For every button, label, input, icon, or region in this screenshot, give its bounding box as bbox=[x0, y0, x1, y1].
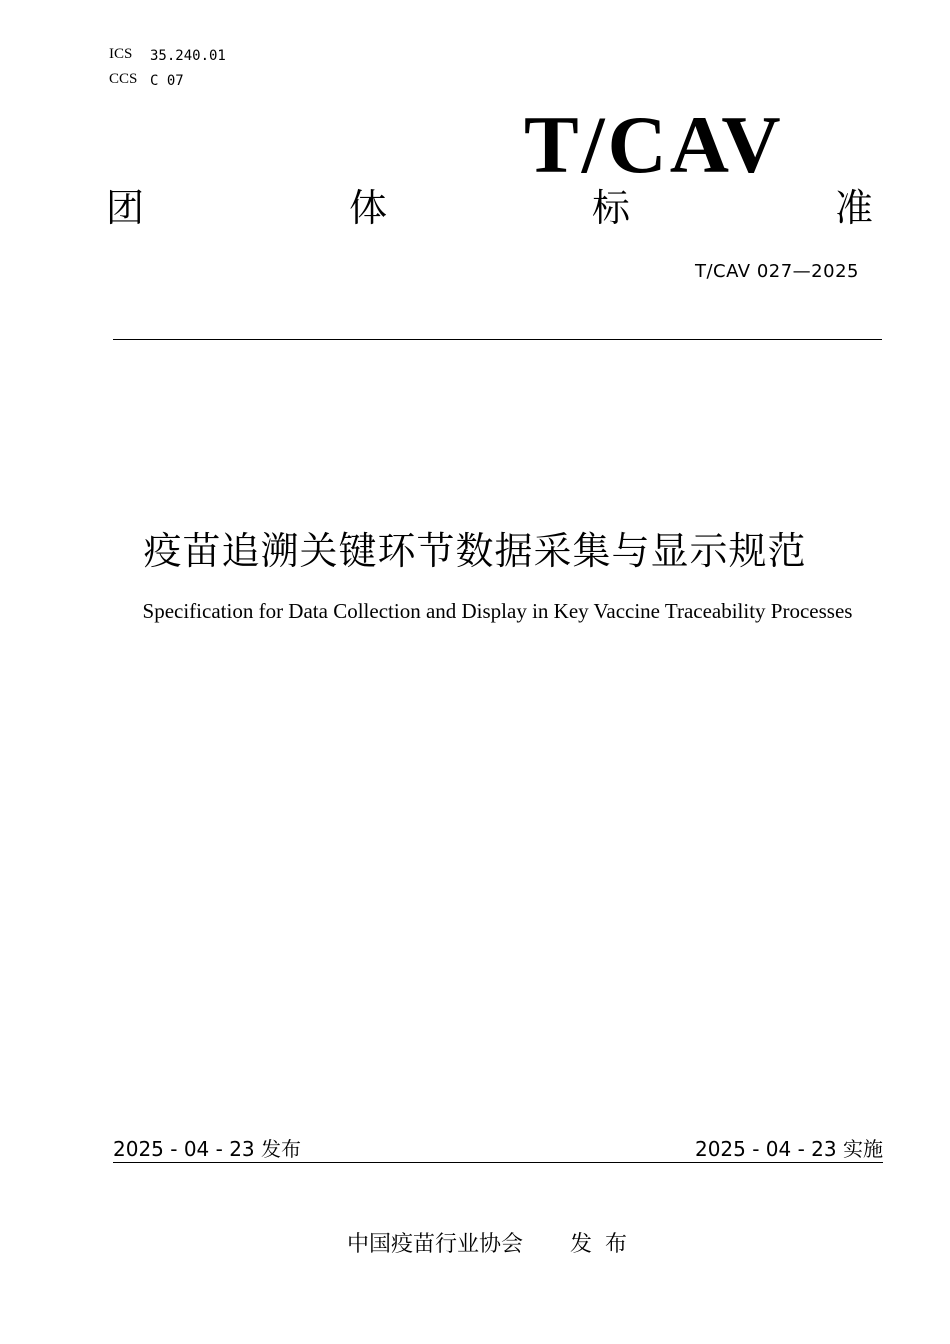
standard-type-char-3: 标 bbox=[592, 186, 631, 230]
footer-divider bbox=[113, 1162, 883, 1163]
standard-number: T/CAV 027—2025 bbox=[695, 261, 859, 282]
publish-date: 2025 - 04 - 23 发布 bbox=[113, 1137, 302, 1161]
issuing-organization: 中国疫苗行业协会 bbox=[347, 1232, 524, 1257]
standard-type-char-2: 体 bbox=[349, 186, 388, 230]
ccs-label: CCS bbox=[109, 71, 138, 87]
standard-type-char-1: 团 bbox=[106, 186, 145, 230]
standard-mark: T/CAV bbox=[524, 99, 784, 190]
header-divider bbox=[113, 339, 882, 340]
title-english: Specification for Data Collection and Display in Key Vaccine Traceability Processes bbox=[142, 599, 853, 623]
ics-label: ICS bbox=[109, 46, 133, 62]
standard-type-char-4: 准 bbox=[835, 186, 874, 230]
issue-action: 发 布 bbox=[570, 1232, 630, 1257]
ccs-value: C 07 bbox=[150, 73, 184, 89]
ics-value: 35.240.01 bbox=[150, 48, 226, 64]
title-chinese: 疫苗追溯关键环节数据采集与显示规范 bbox=[143, 529, 807, 573]
implement-date: 2025 - 04 - 23 实施 bbox=[694, 1137, 883, 1161]
